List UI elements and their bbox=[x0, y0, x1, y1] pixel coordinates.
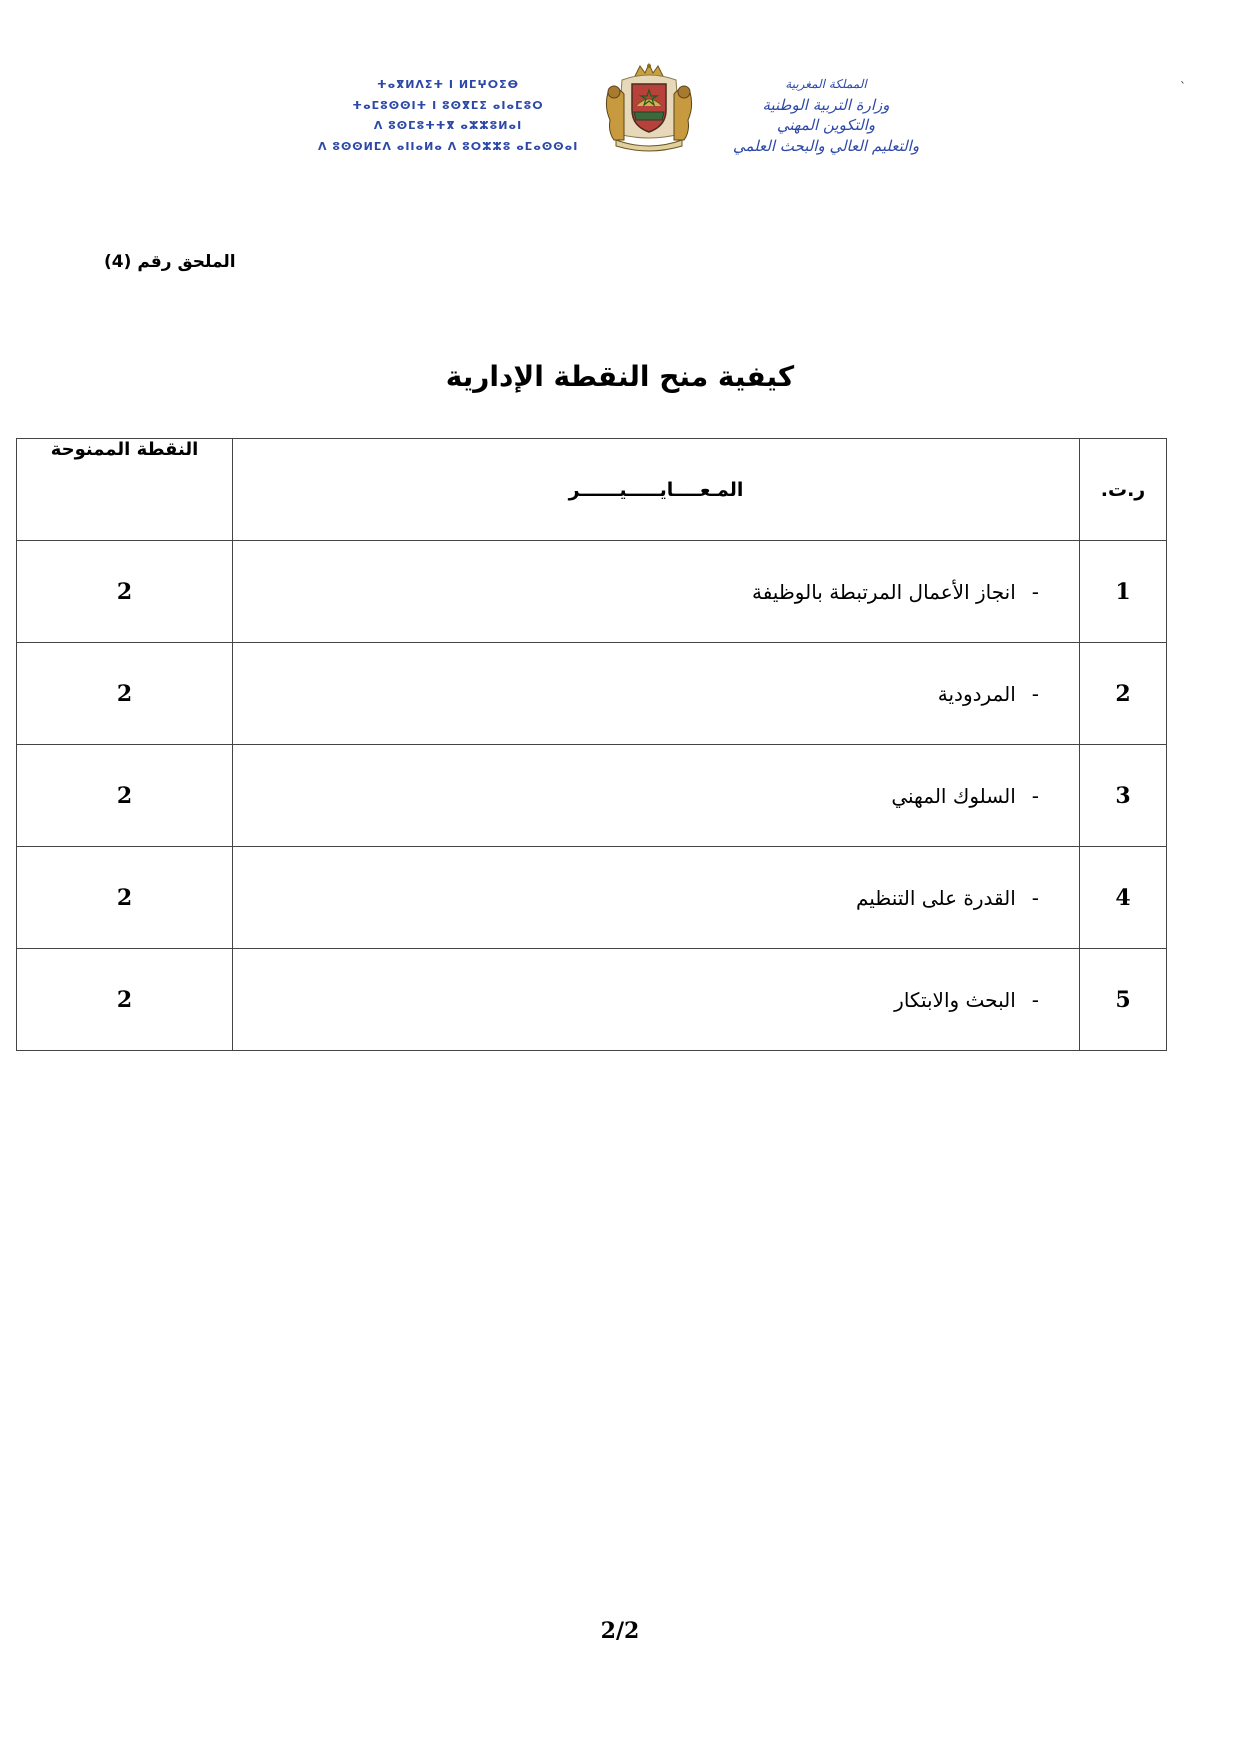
row-number: 2 bbox=[1080, 643, 1167, 745]
header-number: ر.ت. bbox=[1080, 439, 1167, 541]
arabic-header-line: والتعليم العالي والبحث العلمي bbox=[732, 136, 920, 155]
arabic-header-line: والتكوين المهني bbox=[776, 116, 876, 134]
table-row bbox=[17, 541, 1167, 643]
table-row bbox=[17, 847, 1167, 949]
criterion-text: السلوك المهني bbox=[891, 783, 1016, 808]
ministry-name-arabic bbox=[676, 74, 976, 156]
bullet-dash: - bbox=[1031, 579, 1039, 604]
row-number: 1 bbox=[1080, 541, 1167, 643]
header-criteria bbox=[233, 439, 1080, 541]
table-header-row bbox=[17, 439, 1167, 541]
arabic-header-line: المملكة المغربية bbox=[785, 77, 867, 91]
criteria-table bbox=[16, 438, 1167, 1051]
bullet-dash: - bbox=[1031, 783, 1039, 808]
annex-label: الملحق رقم (4) bbox=[104, 252, 236, 272]
row-points: 2 bbox=[17, 745, 233, 847]
bullet-dash: - bbox=[1031, 681, 1039, 706]
row-criterion bbox=[233, 847, 1080, 949]
row-number: 5 bbox=[1080, 949, 1167, 1051]
header-criteria-text: المـعــــايـــــيــــــر bbox=[568, 478, 744, 501]
row-criterion bbox=[233, 541, 1080, 643]
table-row bbox=[17, 949, 1167, 1051]
criterion-text: المردودية bbox=[937, 681, 1016, 706]
tifinagh-line: ⵜⴰⵎⵓⵙⵙⵏⵜ ⵏ ⵓⵙⴳⵎⵉ ⴰⵏⴰⵎⵓⵔ bbox=[352, 98, 544, 112]
bullet-dash: - bbox=[1031, 987, 1039, 1012]
row-points: 2 bbox=[17, 541, 233, 643]
tifinagh-line: ⵜⴰⴳⵍⴷⵉⵜ ⵏ ⵍⵎⵖⵔⵉⴱ bbox=[376, 78, 519, 91]
row-criterion bbox=[233, 643, 1080, 745]
bullet-dash: - bbox=[1031, 885, 1039, 910]
row-points: 2 bbox=[17, 847, 233, 949]
row-number: 3 bbox=[1080, 745, 1167, 847]
table-row bbox=[17, 643, 1167, 745]
arabic-header-line: وزارة التربية الوطنية bbox=[762, 95, 890, 114]
ministry-name-tifinagh bbox=[318, 75, 578, 157]
page-title: كيفية منح النقطة الإدارية bbox=[445, 360, 795, 393]
page-number: 2/2 bbox=[600, 1618, 640, 1644]
criterion-text: القدرة على التنظيم bbox=[855, 885, 1016, 910]
header-points: النقطة الممنوحة bbox=[17, 439, 233, 541]
row-number: 4 bbox=[1080, 847, 1167, 949]
criterion-text: البحث والابتكار bbox=[894, 987, 1016, 1012]
tifinagh-line: ⴷ ⵓⵙⵙⵍⵎⴷ ⴰⵏⵏⴰⵍⴰ ⴷ ⵓⵔⵣⵣⵓ ⴰⵎⴰⵙⵙⴰⵏ bbox=[318, 139, 579, 153]
row-criterion bbox=[233, 949, 1080, 1051]
corner-mark: ` bbox=[1180, 80, 1186, 94]
row-criterion bbox=[233, 745, 1080, 847]
criterion-text: انجاز الأعمال المرتبطة بالوظيفة bbox=[751, 579, 1016, 604]
row-points: 2 bbox=[17, 643, 233, 745]
row-points: 2 bbox=[17, 949, 233, 1051]
table-row bbox=[17, 745, 1167, 847]
tifinagh-line: ⴷ ⵓⵙⵎⵓⵜⵜⴳ ⴰⵣⵣⵓⵍⴰⵏ bbox=[373, 119, 523, 132]
